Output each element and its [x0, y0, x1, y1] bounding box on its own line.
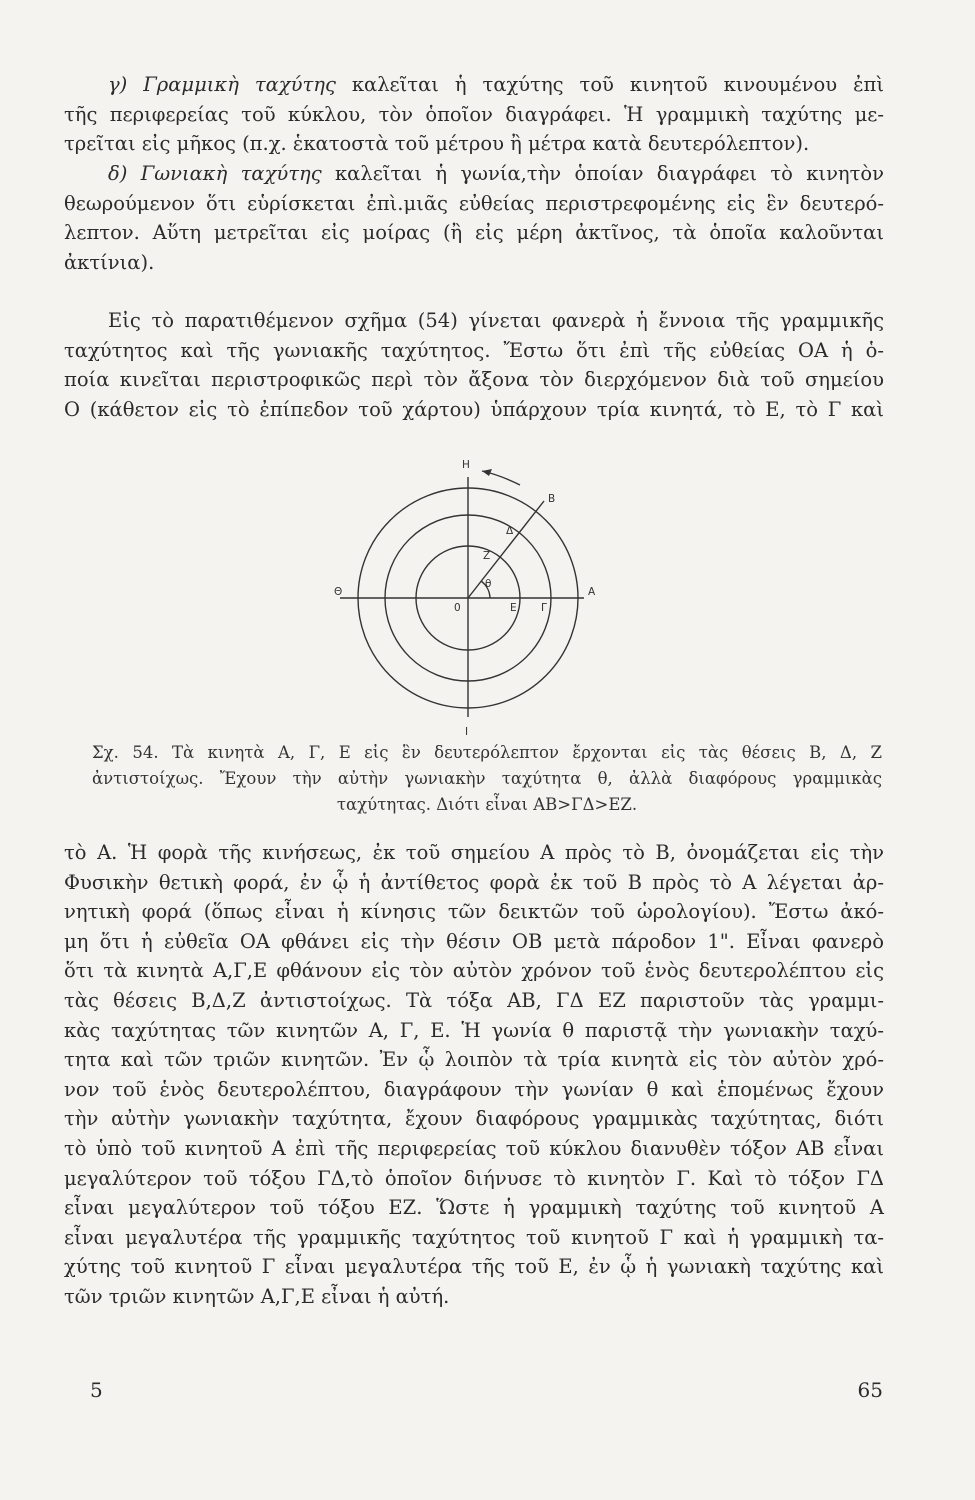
label-Delta: Δ — [506, 525, 514, 537]
figure-54 — [320, 455, 640, 745]
figure-54-diagram — [320, 455, 640, 745]
text-line: γ) Γραμμικὴ ταχύτης καλεῖται ἡ ταχύτης τοῦ κινητοῦ κινουμένου ἐπὶ — [108, 73, 885, 96]
text-line: θεωρούμενον ὅτι εὑρίσκεται ἐπὶ.μιᾶς εὐθείας περιστρεφομένης εἰς ἓν δευτερό- — [64, 191, 884, 215]
text-line: δ) Γωνιακὴ ταχύτης καλεῖται ἡ γωνία,τὴν ὁποίαν διαγράφει τὸ κινητὸν — [108, 162, 884, 185]
signature-mark: 5 — [90, 1378, 103, 1402]
label-B: Β — [548, 493, 556, 505]
text-line: τὴν αὐτὴν γωνιακὴν ταχύτητα, ἔχουν διαφόρους γραμμικὰς ταχύτητας, διότι — [64, 1107, 884, 1131]
text-line: ἀκτίνια). — [64, 250, 155, 274]
section-label: δ) — [108, 162, 128, 185]
text-line: ὅτι τὰ κινητὰ Α,Γ,Ε φθάνουν εἰς τὸν αὐτὸν χρόνον τοῦ ἑνὸς δευτερολέπτου εἰς — [64, 959, 884, 983]
text-line: Ο (κάθετον εἰς τὸ ἐπίπεδον τοῦ χάρτου) ὑπάρχουν τρία κινητά, τὸ Ε, τὸ Γ καὶ — [64, 397, 884, 421]
text-line: τὸ Α. Ἡ φορὰ τῆς κινήσεως, ἐκ τοῦ σημείου Α πρὸς τὸ Β, ὀνομάζεται εἰς τὴν — [64, 841, 884, 864]
term-linear-speed: Γραμμικὴ ταχύτης — [143, 73, 336, 96]
paragraph-main — [64, 838, 884, 1312]
text-line: τῆς περιφερείας τοῦ κύκλου, τὸν ὁποῖον διαγράφει. Ἡ γραμμικὴ ταχύτης με- — [64, 102, 884, 126]
label-Gamma: Γ — [541, 602, 547, 614]
caption-line: ταχύτητας. Διότι εἶναι ΑΒ>ΓΔ>ΕΖ. — [336, 795, 638, 814]
caption-line: Σχ. 54. Τὰ κινητὰ Α, Γ, Ε εἰς ἓν δευτερόλεπτον ἔρχονται εἰς τὰς θέσεις Β, Δ, Ζ — [92, 743, 882, 762]
text-line: τητα καὶ τῶν τριῶν κινητῶν. Ἐν ᾧ λοιπὸν τὰ τρία κινητὰ εἰς τὸν αὐτὸν χρό- — [64, 1048, 884, 1072]
text-line: λεπτον. Αὕτη μετρεῖται εἰς μοίρας (ἢ εἰς μέρη ἀκτῖνος, τὰ ὁποῖα καλοῦνται — [64, 221, 884, 245]
text-line: μεγαλύτερον τοῦ τόξου ΓΔ,τὸ ὁποῖον διήνυσε τὸ κινητὸν Γ. Καὶ τὸ τόξον ΓΔ — [64, 1166, 884, 1190]
paragraph-angular-speed — [64, 159, 884, 277]
text-line: Εἰς τὸ παρατιθέμενον σχῆμα (54) γίνεται φανερὰ ἡ ἔννοια τῆς γραμμικῆς — [108, 309, 884, 332]
label-Theta: Θ — [334, 586, 343, 598]
paragraph-intro — [64, 306, 884, 424]
label-theta: θ — [485, 578, 492, 590]
text-line: εἶναι μεγαλυτέρα τῆς γραμμικῆς ταχύτητος τοῦ κινητοῦ Γ καὶ ἡ γραμμικὴ τα- — [64, 1225, 884, 1249]
text-line: νον τοῦ ἑνὸς δευτερολέπτου, διαγράφουν τὴν γωνίαν θ καὶ ἑπομένως ἔχουν — [64, 1077, 884, 1101]
label-A: Α — [588, 586, 596, 598]
text-line: κὰς ταχύτητας τῶν κινητῶν Α, Γ, Ε. Ἡ γωνία θ παριστᾷ τὴν γωνιακὴν ταχύ- — [64, 1018, 884, 1042]
label-Z: Ζ — [483, 550, 491, 562]
text-line: νητικὴ φορά (ὅπως εἶναι ἡ κίνησις τῶν δεικτῶν τοῦ ὡρολογίου). Ἔστω ἀκό- — [64, 900, 884, 924]
text-line: τῶν τριῶν κινητῶν Α,Γ,Ε εἶναι ἡ αὐτή. — [64, 1284, 450, 1308]
text-line: ποία κινεῖται περιστροφικῶς περὶ τὸν ἄξονα τὸν διερχόμενον διὰ τοῦ σημείου — [64, 368, 884, 392]
text-line: τὸ ὑπὸ τοῦ κινητοῦ Α ἐπὶ τῆς περιφερείας τοῦ κύκλου διανυθὲν τόξον ΑΒ εἶναι — [64, 1136, 884, 1160]
text-line: τρεῖται εἰς μῆκος (π.χ. ἑκατοστὰ τοῦ μέτρου ἢ μέτρα κατὰ δευτερόλεπτον). — [64, 132, 810, 156]
paragraph-linear-speed — [64, 70, 884, 159]
text-line: τὰς θέσεις Β,Δ,Ζ ἀντιστοίχως. Τὰ τόξα ΑΒ, ΓΔ ΕΖ παριστοῦν τὰς γραμμι- — [64, 988, 884, 1012]
label-I: Ι — [465, 726, 469, 738]
rotation-arrowhead — [482, 469, 492, 476]
text-line: Φυσικὴν θετικὴ φορά, ἐν ᾧ ἡ ἀντίθετος φορὰ ἐκ τοῦ Β πρὸς τὸ Α λέγεται ἀρ- — [64, 870, 884, 894]
text-line: χύτης τοῦ κινητοῦ Γ εἶναι μεγαλυτέρα τῆς τοῦ Ε, ἐν ᾧ ἡ γωνιακὴ ταχύτης καὶ — [64, 1255, 884, 1279]
term-angular-speed: Γωνιακὴ ταχύτης — [140, 162, 322, 185]
text-line: εἶναι μεγαλύτερον τοῦ τόξου ΕΖ. Ὥστε ἡ γραμμικὴ ταχύτης τοῦ κινητοῦ Α — [64, 1196, 884, 1220]
label-O: 0 — [454, 602, 461, 614]
label-E: Ε — [510, 602, 517, 614]
page-number: 65 — [857, 1378, 883, 1402]
label-H: Η — [462, 459, 470, 471]
section-label: γ) — [108, 73, 128, 96]
caption-line: ἀντιστοίχως. Ἔχουν τὴν αὐτὴν γωνιακὴν ταχύτητα θ, ἀλλὰ διαφόρους γραμμικὰς — [92, 769, 882, 788]
figure-caption — [92, 740, 882, 818]
text-line: μη ὅτι ἡ εὐθεῖα ΟΑ φθάνει εἰς τὴν θέσιν ΟΒ μετὰ πάροδον 1". Εἶναι φανερὸ — [64, 929, 884, 953]
text-line: ταχύτητος καὶ τῆς γωνιακῆς ταχύτητος. Ἔστω ὅτι ἐπὶ τῆς εὐθείας ΟΑ ἡ ὁ- — [64, 338, 884, 362]
